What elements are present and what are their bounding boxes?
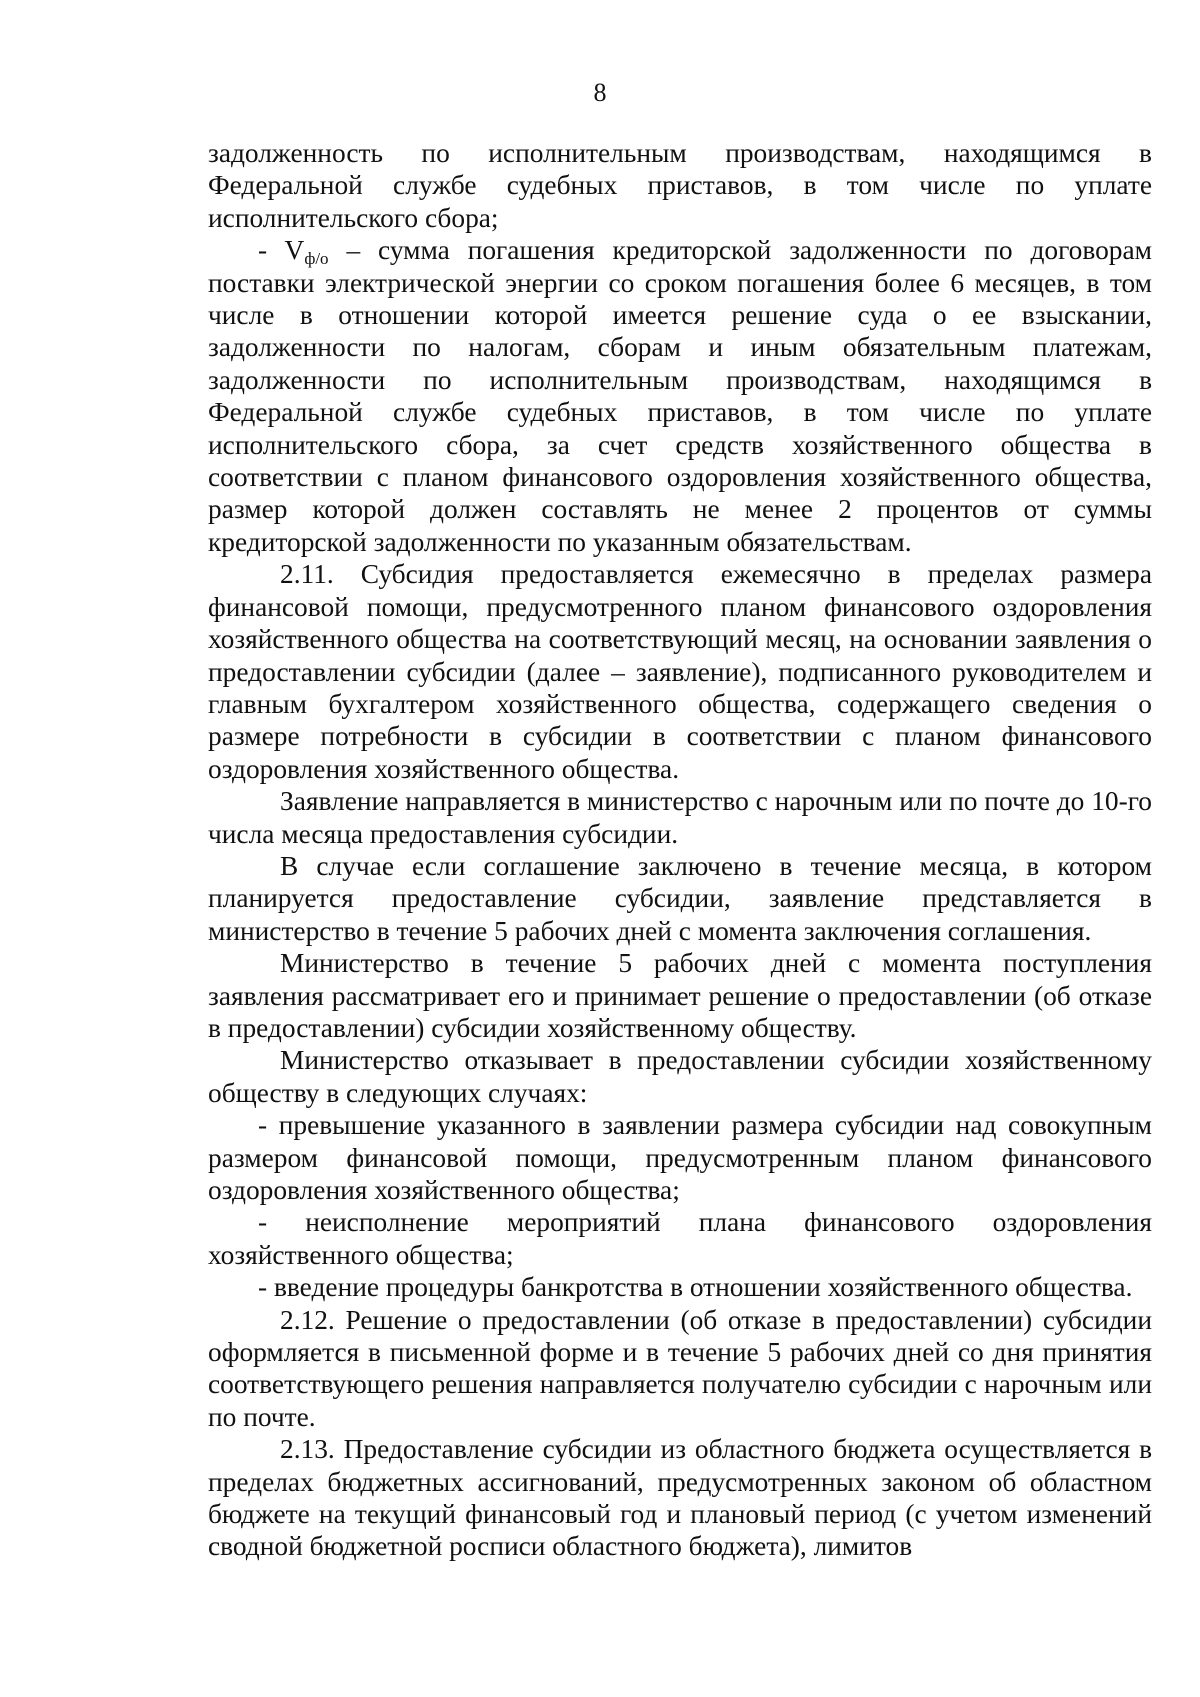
paragraph-agreement-case: В случае если соглашение заключено в течение месяца, в котором планируется предоставление субсидии, заявление представляется в министерство в течение 5 рабочих дней с момента заключения соглашения.: [208, 850, 1152, 946]
vfo-text: – сумма погашения кредиторской задолженности по договорам поставки электрической энергии со сроком погашения более 6 месяцев, в том числе в отношении которой имеется решение суда о ее взыскании, задолженности по налогам, сборам и иным обязательным платежам, задолженности по исполнительным производствам, находящимся в Федеральной службе судебных приставов, в том числе по уплате исполнительского сбора, за счет средств хозяйственного общества в соответствии с планом финансового оздоровления хозяйственного общества, размер которой должен составлять не менее 2 процентов от суммы кредиторской задолженности по указанным обязательствам.: [208, 235, 1152, 557]
vfo-lead: - V: [258, 235, 305, 266]
page-number: 8: [593, 78, 607, 107]
refusal-item-nonfulfillment: - неисполнение мероприятий плана финансового оздоровления хозяйственного общества;: [208, 1207, 1152, 1270]
paragraph-refusal-intro: Министерство отказывает в предоставлении субсидии хозяйственному обществу в следующих случаях:: [208, 1045, 1152, 1108]
refusal-item-excess: - превышение указанного в заявлении размера субсидии над совокупным размером финансовой помощи, предусмотренным планом финансового оздоровления хозяйственного общества;: [208, 1110, 1152, 1205]
refusal-item-bankruptcy: - введение процедуры банкротства в отношении хозяйственного общества.: [258, 1272, 1133, 1303]
document-body: [208, 137, 1152, 1563]
paragraph-vfo-definition: [208, 234, 1152, 558]
paragraph-2-13: 2.13. Предоставление субсидии из областного бюджета осуществляется в пределах бюджетных ассигнований, предусмотренных законом об областном бюджете на текущий финансовый год и плановый период (с учетом изменений сводной бюджетной росписи областного бюджета), лимитов: [208, 1434, 1152, 1562]
paragraph-application-sending: Заявление направляется в министерство с нарочным или по почте до 10-го числа месяца предоставления субсидии.: [208, 786, 1152, 849]
paragraph-2-12: 2.12. Решение о предоставлении (об отказе в предоставлении) субсидии оформляется в письменной форме и в течение 5 рабочих дней со дня принятия соответствующего решения направляется получателю субсидии с нарочным или по почте.: [208, 1304, 1152, 1432]
paragraph-2-11: 2.11. Субсидия предоставляется ежемесячно в пределах размера финансовой помощи, предусмотренного планом финансового оздоровления хозяйственного общества на соответствующий месяц, на основании заявления о предоставлении субсидии (далее – заявление), подписанного руководителем и главным бухгалтером хозяйственного общества, содержащего сведения о размере потребности в субсидии в соответствии с планом финансового оздоровления хозяйственного общества.: [208, 559, 1152, 784]
paragraph-continuation: задолженность по исполнительным производствам, находящимся в Федеральной службе судебных приставов, в том числе по уплате исполнительского сбора;: [208, 138, 1152, 233]
paragraph-ministry-review: Министерство в течение 5 рабочих дней с момента поступления заявления рассматривает его и принимает решение о предоставлении (об отказе в предоставлении) субсидии хозяйственному обществу.: [208, 948, 1152, 1043]
vfo-subscript: ф/о: [304, 249, 329, 269]
